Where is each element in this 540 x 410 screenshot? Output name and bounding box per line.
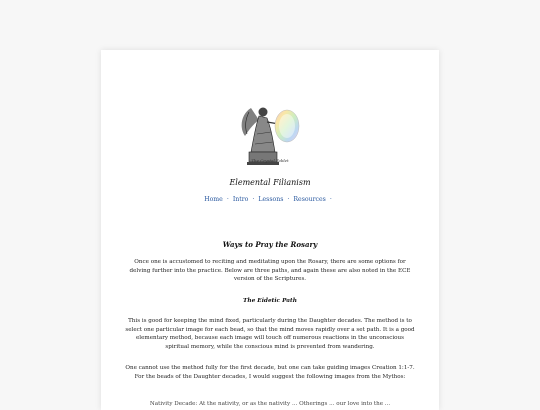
- content-card: [101, 50, 439, 410]
- nav-separator: ·: [226, 196, 229, 203]
- section-eidetic-title: The Eidetic Path: [243, 298, 297, 304]
- main-nav: [101, 196, 439, 203]
- nav-separator: ·: [329, 196, 332, 203]
- nav-resources[interactable]: Resources: [293, 196, 326, 203]
- logo-caption: The Crystal Tablet: [251, 158, 289, 163]
- nav-separator: ·: [252, 196, 255, 203]
- nav-home[interactable]: Home: [204, 196, 223, 203]
- nav-separator: ·: [287, 196, 290, 203]
- site-title[interactable]: Elemental Filianism: [229, 178, 311, 187]
- article-heading: Ways to Pray the Rosary: [222, 240, 318, 249]
- eidetic-paragraph-cut: Nativity Decade: At the nativity, or as the nativity ... Otherings ... our love into the ...: [149, 401, 391, 407]
- intro-paragraph: Once one is accustomed to reciting and meditating upon the Rosary, there are some options for delving further into the practice. Below are three paths, and again these are also noted in the ECE version of the Scriptures.: [129, 259, 411, 283]
- eidetic-paragraph-2: One cannot use the method fully for the first decade, but one can take guiding images Creation 1:1-7. For the beads of the Daughter decades, I would suggest the following images from the Mythos:: [125, 365, 415, 380]
- eidetic-paragraph-1: This is good for keeping the mind fixed, particularly during the Daughter decades. The method is to select one particular image for each bead, so that the mind moves rapidly over a set path. It is a good elementary method, because each image will touch off numerous reactions in the unconscious spiritual memory, while the conscious mind is prevented from wandering.: [125, 318, 415, 350]
- nav-lessons[interactable]: Lessons: [258, 196, 284, 203]
- nav-intro[interactable]: Intro: [232, 196, 249, 203]
